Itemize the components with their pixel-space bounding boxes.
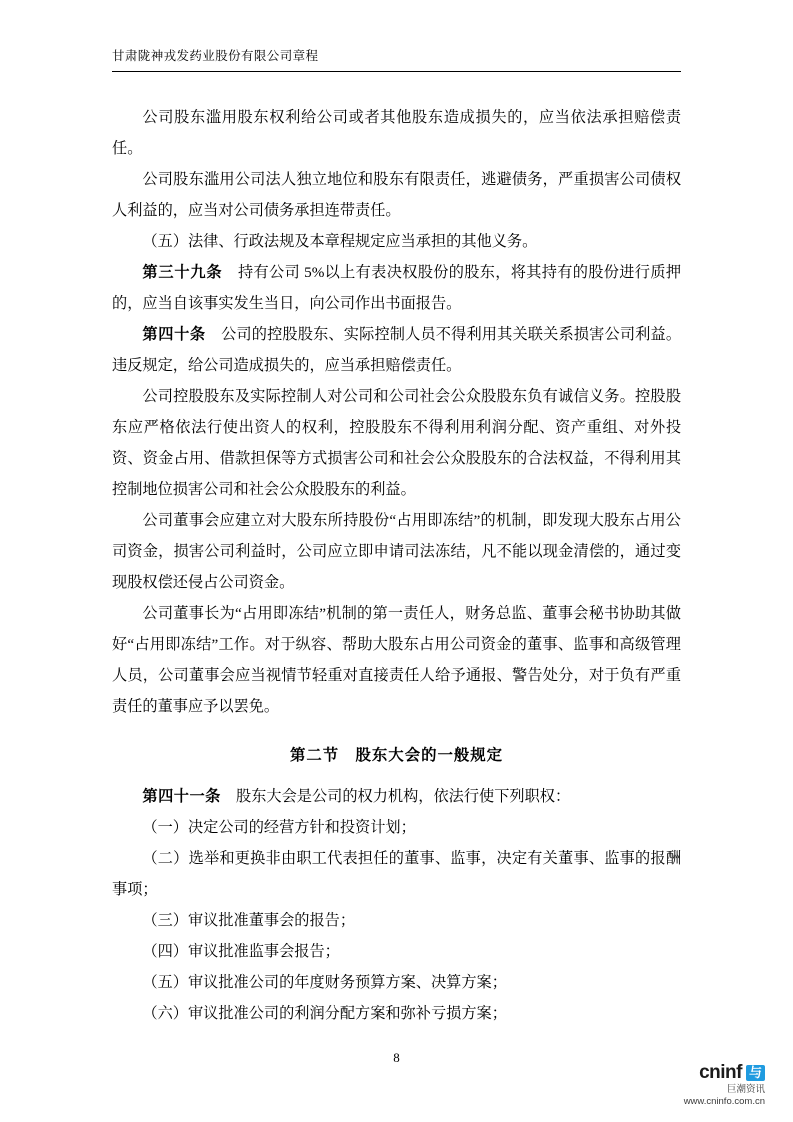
paragraph: 公司股东滥用公司法人独立地位和股东有限责任，逃避债务，严重损害公司债权人利益的，应当对公司债务承担连带责任。 — [112, 170, 681, 219]
document-body — [112, 102, 681, 1029]
paragraph: 公司董事会应建立对大股东所持股份“占用即冻结”的机制，即发现大股东占用公司资金，损害公司利益时，公司应立即申请司法冻结，凡不能以现金清偿的，通过变现股权偿还侵占公司资金。 — [112, 511, 681, 591]
paragraph: 公司股东滥用股东权利给公司或者其他股东造成损失的，应当依法承担赔偿责任。 — [112, 108, 681, 157]
paragraph: （二）选举和更换非由职工代表担任的董事、监事，决定有关董事、监事的报酬事项； — [112, 849, 681, 898]
paragraph: （一）决定公司的经营方针和投资计划； — [142, 818, 416, 836]
watermark-url: www.cninfo.com.cn — [683, 1096, 765, 1108]
article-paragraph — [112, 319, 681, 381]
paragraph: 公司董事长为“占用即冻结”机制的第一责任人，财务总监、董事会秘书协助其做好“占用即冻结”工作。对于纵容、帮助大股东占用公司资金的董事、监事和高级管理人员，公司董事会应当视情节轻重对直接责任人给予通报、警告处分，对于负有严重责任的董事应予以罢免。 — [112, 604, 681, 715]
section-heading: 第二节 股东大会的一般规定 — [289, 746, 504, 764]
watermark-subtitle: 巨潮资讯 — [726, 1084, 765, 1096]
running-header: 甘肃陇神戎发药业股份有限公司章程 — [112, 48, 681, 72]
watermark-badge-icon: 与 — [746, 1065, 765, 1081]
article-paragraph — [112, 781, 681, 812]
article-text: 公司的控股股东、实际控制人员不得利用其关联关系损害公司利益。违反规定，给公司造成损失的，应当承担赔偿责任。 — [112, 325, 682, 374]
cninfo-watermark — [684, 1062, 765, 1108]
paragraph: （五）法律、行政法规及本章程规定应当承担的其他义务。 — [142, 232, 538, 250]
paragraph: （五）审议批准公司的年度财务预算方案、决算方案； — [142, 973, 507, 991]
watermark-brand-text: cninf — [699, 1062, 742, 1084]
watermark-brand-row — [684, 1062, 765, 1084]
paragraph: （三）审议批准董事会的报告； — [142, 911, 356, 929]
article-text: 持有公司 5%以上有表决权股份的股东，将其持有的股份进行质押的，应当自该事实发生当日，向公司作出书面报告。 — [112, 263, 682, 312]
article-label: 第三十九条 — [142, 263, 223, 281]
article-paragraph — [112, 257, 681, 319]
article-label: 第四十一条 — [142, 787, 221, 805]
page-number: 8 — [393, 1050, 400, 1065]
paragraph: 公司控股股东及实际控制人对公司和公司社会公众股股东负有诚信义务。控股股东应严格依法行使出资人的权利，控股股东不得利用利润分配、资产重组、对外投资、资金占用、借款担保等方式损害公司和社会公众股股东的合法权益，不得利用其控制地位损害公司和社会公众股股东的利益。 — [112, 387, 681, 498]
article-label: 第四十条 — [142, 325, 206, 343]
paragraph: （六）审议批准公司的利润分配方案和弥补亏损方案； — [142, 1004, 507, 1022]
paragraph: （四）审议批准监事会报告； — [142, 942, 340, 960]
article-text: 股东大会是公司的权力机构，依法行使下列职权： — [236, 787, 571, 805]
